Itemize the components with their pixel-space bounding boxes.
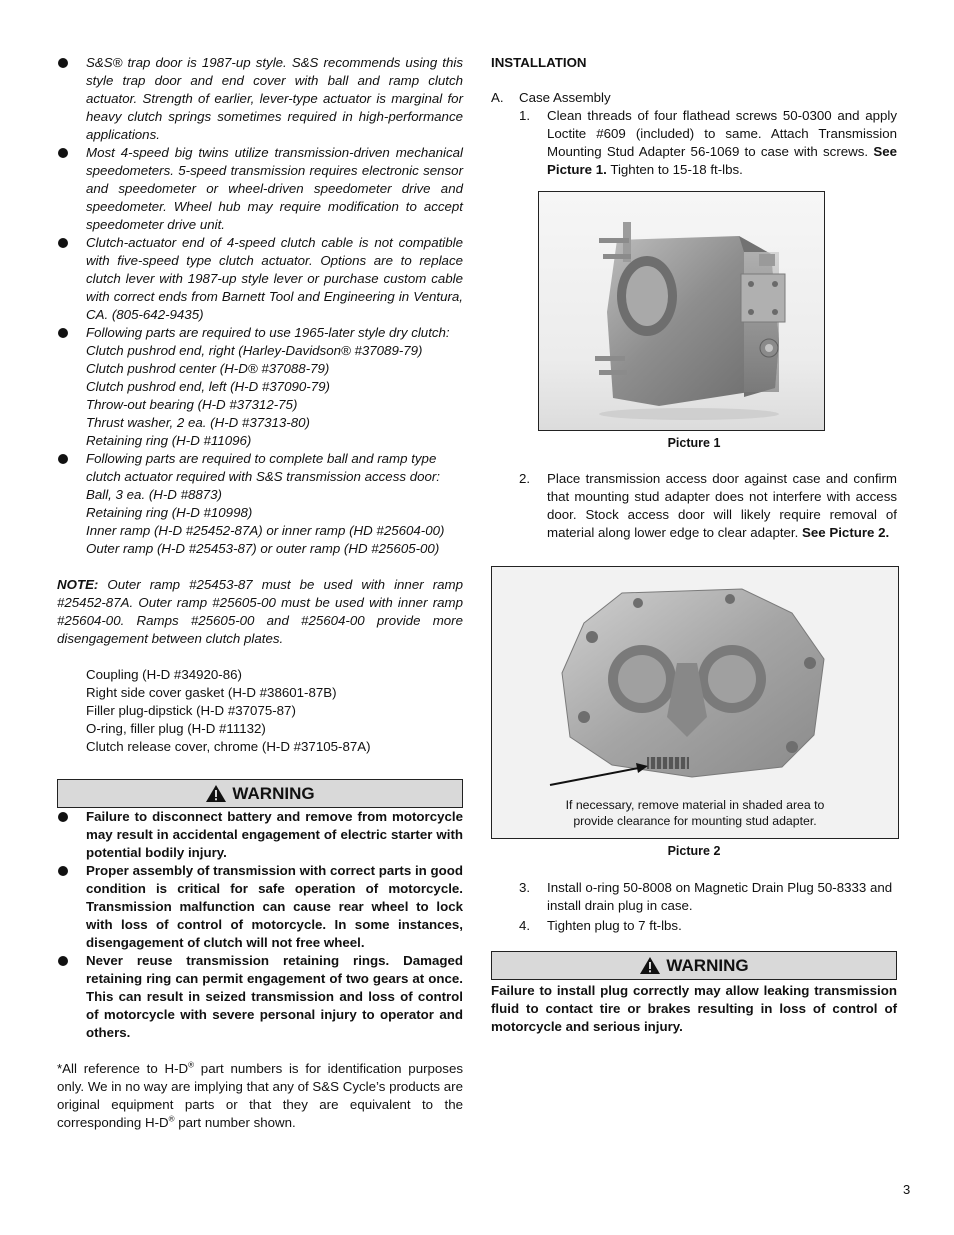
picture-2-caption: Picture 2 [667,844,721,858]
list-item [57,952,463,1042]
list-item [57,450,463,558]
ramp-actuator-parts [86,486,463,558]
requirements-list [57,54,463,558]
caption-line: provide clearance for mounting stud adapter. [573,814,817,828]
part-line: Outer ramp (H-D #25453-87) or outer ramp (HD #25605-00) [86,541,440,556]
warning-list [57,808,463,1042]
transmission-case-photo [538,191,825,431]
part-line: Retaining ring (H-D #11096) [86,433,252,448]
step-a [491,89,897,107]
note-text: Outer ramp #25453-87 must be used with inner ramp #25452-87A. Outer ramp #25605-00 must be used with inner ramp #25604-00. Ramps #25605-00 and #25604-00 provide more disengagement between clutch plates. [57,577,463,646]
bullet-intro: Following parts are required to complete ball and ramp type clutch actuator required with S&S transmission access door: [86,451,441,484]
step-body: Clean threads of four flathead screws 50-0300 and apply Loctite #609 (included) to same. Attach Transmission Mounting Stud Adapter 56-1069 to case with screws. [547,108,897,159]
part-line: Coupling (H-D #34920-86) [86,667,242,682]
step-title: Case Assembly [519,90,611,105]
step-2 [519,470,897,542]
part-line: Ball, 3 ea. (H-D #8873) [86,487,222,502]
section-title: INSTALLATION [491,55,587,70]
picture-reference: See Picture 2. [802,525,890,540]
list-item [57,808,463,862]
step-number: 3. [519,880,531,895]
part-line: Retaining ring (H-D #10998) [86,505,253,520]
step-3 [519,879,897,915]
list-item [57,144,463,234]
left-column [57,54,463,1132]
warning-label: WARNING [232,783,315,803]
picture-reference: See Picture 1. [547,144,897,177]
part-line: O-ring, filler plug (H-D #11132) [86,721,266,736]
step-number: 4. [519,918,531,933]
part-line: Throw-out bearing (H-D #37312-75) [86,397,298,412]
part-line: Thrust washer, 2 ea. (H-D #37313-80) [86,415,310,430]
list-item [57,54,463,144]
transmission-case-illustration [539,192,825,431]
list-item [57,862,463,952]
footnote [57,1060,463,1132]
part-line: Clutch pushrod end, left (H-D #37090-79) [86,379,330,394]
step-1 [519,107,897,179]
step-number: 2. [519,471,531,486]
right-column [491,54,897,1036]
bullet-text: Clutch-actuator end of 4-speed clutch cable is not compatible with five-speed type clutch actuator. Options are to replace clutch lever with 1987-up style lever or purchase custom cable with correct ends from Barnett Tool and Engineering in Ventura, CA. (805-642-9435) [86,235,463,322]
warning-text: Never reuse transmission retaining rings. Damaged retaining ring can permit engagement of two gears at once. This can result in seized transmission and loss of control of motorcycle with severe personal injury to operator and others. [86,953,463,1040]
step-text [547,107,897,179]
step-label: A. [491,90,504,105]
footnote-part: part numbers is for identification purposes only. We in no way are implying that any of S&S Cycle’s products are original equipment parts or that they are equivalent to the corresponding H-D [57,1061,463,1130]
step-4 [519,917,897,935]
registered-mark: ® [188,1060,195,1070]
parts-list [57,666,463,756]
registered-mark: ® [168,1114,175,1124]
bullet-text: S&S® trap door is 1987-up style. S&S recommends using this style trap door and end cover with ball and ramp clutch actuator. Strength of earlier, lever-type actuator is marginal for heavy clutch springs sometimes required in high-performance applications. [86,55,463,142]
step-text: Tighten plug to 7 ft-lbs. [547,918,682,933]
list-item [57,234,463,324]
picture-1-caption: Picture 1 [667,436,721,450]
part-line: Filler plug-dipstick (H-D #37075-87) [86,703,296,718]
step-text: Install o-ring 50-8008 on Magnetic Drain Plug 50-8333 and install drain plug in case. [547,880,893,913]
part-line: Right side cover gasket (H-D #38601-87B) [86,685,337,700]
warning-triangle-icon [205,784,227,803]
step-body: Tighten to 15-18 ft-lbs. [606,162,743,177]
warning-banner [491,951,897,980]
part-line: Inner ramp (H-D #25452-87A) or inner ramp (HD #25604-00) [86,523,445,538]
step-text [547,470,897,542]
warning-text: Failure to disconnect battery and remove from motorcycle may result in accidental engagement of electric starter with potential bodily injury. [86,809,463,860]
step-body: Place transmission access door against case and confirm that mounting stud adapter does not interfere with access door. Stock access door will likely require removal of material along lower edge to clear adapter. [547,471,897,540]
ramp-note [57,576,463,648]
part-line: Clutch release cover, chrome (H-D #37105-87A) [86,739,371,754]
list-item [57,324,463,450]
footnote-part: *All reference to H-D [57,1061,189,1076]
note-label: NOTE: [57,577,99,592]
drain-plug-warning: Failure to install plug correctly may allow leaking transmission fluid to contact tire or brakes resulting in loss of control of motorcycle and serious injury. [491,983,897,1034]
picture-2-inner-caption [492,797,898,829]
warning-banner [57,779,463,808]
warning-label: WARNING [666,955,749,975]
part-line: Clutch pushrod end, right (Harley-Davidson® #37089-79) [86,343,423,358]
footnote-part: part number shown. [174,1115,296,1130]
step-number: 1. [519,108,531,123]
warning-triangle-icon [639,956,661,975]
bullet-intro: Following parts are required to use 1965-later style dry clutch: [86,325,450,340]
bullet-text: Most 4-speed big twins utilize transmission-driven mechanical speedometers. 5-speed transmission requires electronic sensor and speedometer or wheel-driven speedometer drive and speedometer. Wheel hub may require modification to accept speedometer drive unit. [86,145,463,232]
part-line: Clutch pushrod center (H-D® #37088-79) [86,361,330,376]
caption-line: If necessary, remove material in shaded area to [565,798,825,812]
warning-text: Proper assembly of transmission with correct parts in good condition is critical for safe operation of motorcycle. Transmission malfunction can cause rear wheel to lock with loss of control of motorcycle. In some instances, disengagement of clutch will not free wheel. [86,863,463,950]
dry-clutch-parts [86,342,463,450]
access-door-photo [491,566,899,839]
page-number: 3 [903,1182,911,1197]
